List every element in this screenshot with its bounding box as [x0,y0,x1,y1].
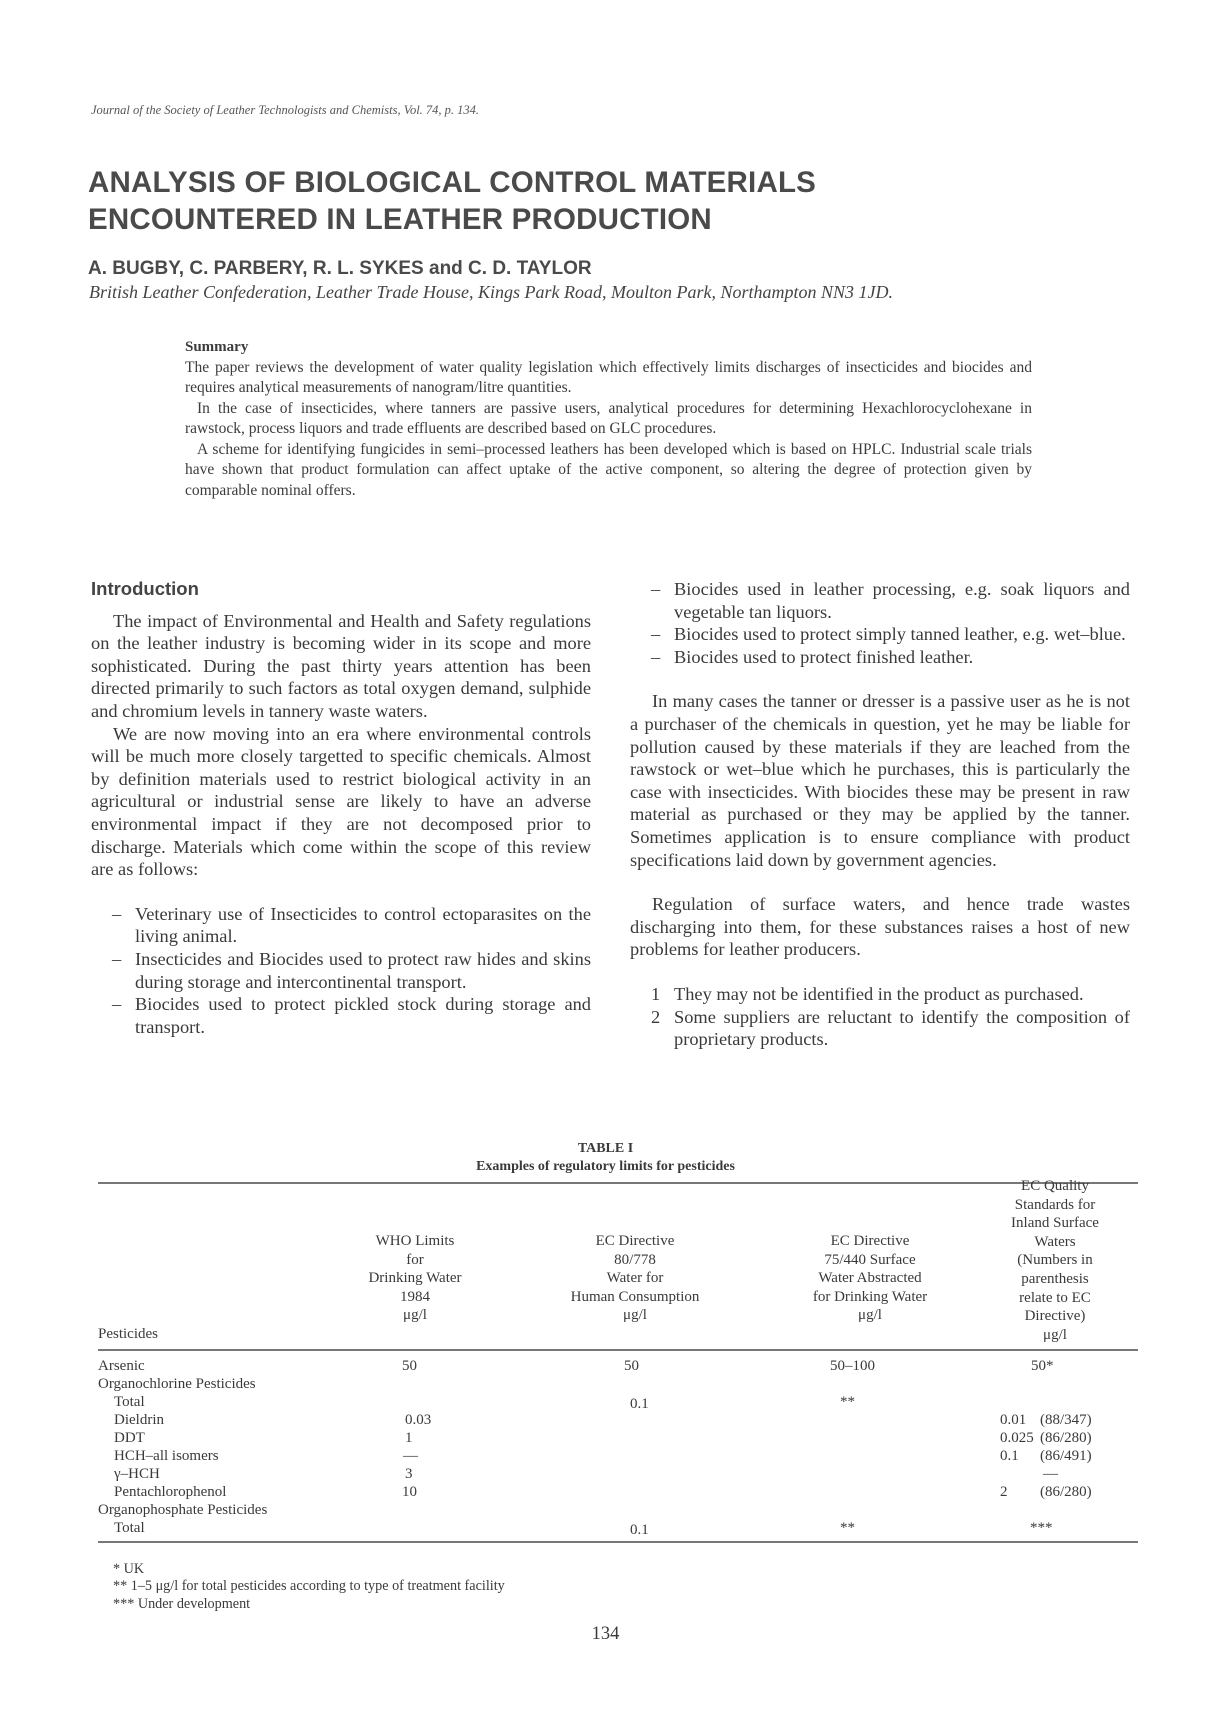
header-line: Standards for [1014,1196,1096,1213]
cell-ec80-op-total: 0.1 [630,1522,649,1538]
header-pesticides: Pesticides [98,1326,158,1342]
header-line: EC Directive [830,1233,910,1249]
scope-list-continued [630,578,1130,668]
cell-ecq-dieldrin-ref: (88/347) [1040,1412,1092,1428]
summary-section [185,337,1032,501]
row-label-oc-total: Total [114,1394,145,1410]
cell-who-ddt: 1 [405,1430,413,1446]
dash-marker: – [112,903,122,924]
cell-ecq-op-total: *** [1030,1520,1053,1536]
header-line: (Numbers in [1017,1252,1093,1269]
summary-paragraph: The paper reviews the development of water quality legislation which effectively limits discharges of insecticides and biocides and requires analytical measurements of nanogram/litre quantities. [185,358,1032,396]
footnote: * UK [113,1561,145,1577]
cell-ecq-hch-all-ref: (86/491) [1040,1448,1092,1464]
header-ec-quality-standards [990,1177,1120,1344]
cell-who-pcp: 10 [402,1484,417,1500]
cell-ecq-gamma-hch-ref: — [1043,1466,1058,1482]
row-label-organochlorine: Organochlorine Pesticides [98,1376,256,1392]
article-title [88,164,1138,238]
table-bottom-rule [98,1541,1138,1543]
list-item [630,983,1130,1006]
journal-citation: Journal of the Society of Leather Technologists and Chemists, Vol. 74, p. 134. [91,103,480,117]
list-item-text: Biocides used in leather processing, e.g. soak liquors and vegetable tan liquors. [674,579,1130,622]
cell-ecq-pcp-value: 2 [1000,1484,1008,1500]
list-item [91,903,591,948]
header-line: μg/l [623,1307,647,1324]
row-label-op-total: Total [114,1520,145,1536]
cell-who-arsenic: 50 [402,1358,417,1374]
title-line-1: ANALYSIS OF BIOLOGICAL CONTROL MATERIALS [88,166,817,199]
cell-who-dieldrin: 0.03 [405,1412,432,1428]
title-line-2: ENCOUNTERED IN LEATHER PRODUCTION [88,203,712,236]
scope-list [91,903,591,1039]
summary-paragraph: A scheme for identifying fungicides in semi–processed leathers has been developed which is based on HPLC. Industrial scale trials have shown that product formulation can affect uptake of the active component, so altering the degree of protection given by comparable nominal offers. [185,440,1032,499]
header-line: 1984 [400,1288,430,1305]
row-label-arsenic: Arsenic [98,1358,145,1374]
body-paragraph: The impact of Environmental and Health and Safety regulations on the leather industry is becoming wider in its scope and more sophisticated. During the past thirty years attention has been directed primarily to such factors as total oxygen demand, sulphide and chromium levels in tannery waste waters. [91,610,591,721]
row-label-dieldrin: Dieldrin [114,1412,164,1428]
cell-ec80-arsenic: 50 [624,1358,639,1374]
header-line: Waters [1034,1233,1076,1250]
list-item-text: Veterinary use of Insecticides to control ectoparasites on the living animal. [135,903,591,947]
header-line: EC Directive [595,1233,675,1249]
header-line: Directive) [1024,1308,1086,1325]
header-line: μg/l [1043,1326,1067,1343]
introduction-heading: Introduction [91,578,199,599]
cell-ecq-dieldrin-value: 0.01 [1000,1412,1027,1428]
dash-marker: – [651,624,661,645]
header-line: WHO Limits [375,1233,455,1249]
header-ec-75-440 [780,1232,960,1325]
left-column [91,578,591,1038]
page-number: 134 [591,1624,620,1644]
summary-paragraph: In the case of insecticides, where tanners are passive users, analytical procedures for determining Hexachlorocyclohexane in rawstock, process liquors and trade effluents are described based on GLC procedures. [185,399,1032,437]
cell-ec75-arsenic: 50–100 [830,1358,875,1374]
table-top-rule [98,1182,1138,1184]
table-footnotes [113,1561,505,1613]
header-line: relate to EC [1019,1289,1091,1306]
header-line: Water for [606,1270,664,1287]
list-item-text: Biocides used to protect finished leather. [674,646,974,667]
footnote: *** Under development [113,1595,251,1612]
header-line: 80/778 [614,1251,656,1268]
list-item-text: Insecticides and Biocides used to protect raw hides and skins during storage and intercontinental transport. [135,948,591,992]
cell-ec75-oc-total: ** [840,1394,855,1410]
row-label-hch-all: HCH–all isomers [114,1448,219,1464]
problems-list [630,983,1130,1051]
header-line: for [406,1251,424,1268]
dash-marker: – [112,948,122,969]
list-item [91,993,591,1038]
table-caption: Examples of regulatory limits for pesticides [476,1159,735,1174]
header-line: Human Consumption [570,1288,700,1305]
body-paragraph: Regulation of surface waters, and hence trade wastes discharging into them, for these substances raises a host of new problems for leather producers. [630,894,1130,960]
number-marker: 1 [651,983,661,1004]
header-ec-80-778 [540,1232,730,1325]
cell-ecq-arsenic: 50* [1031,1358,1054,1374]
header-line: Water Abstracted [818,1270,922,1287]
cell-ecq-pcp-ref: (86/280) [1040,1484,1092,1500]
header-who-limits [330,1232,500,1325]
header-line: Inland Surface [1011,1215,1099,1232]
list-item-text: They may not be identified in the product as purchased. [674,983,1084,1004]
header-line: Drinking Water [368,1270,462,1287]
table-header-rule [98,1349,1138,1351]
affiliation: British Leather Confederation, Leather Trade House, Kings Park Road, Moulton Park, Northampton NN3 1JD. [89,282,893,302]
body-paragraph: We are now moving into an era where environmental controls will be much more closely targetted to specific chemicals. Almost by definition materials used to restrict biological activity in an agricultural or industrial sense are likely to have an adverse environmental impact if they are not decomposed prior to discharge. Materials which come within the scope of this review are as follows: [91,723,591,880]
cell-who-hch-all: — [403,1448,418,1464]
number-marker: 2 [651,1006,661,1027]
row-label-ddt: DDT [114,1430,145,1446]
authors: A. BUGBY, C. PARBERY, R. L. SYKES and C. D. TAYLOR [88,258,592,279]
list-item-text: Biocides used to protect simply tanned leather, e.g. wet–blue. [674,624,1126,645]
header-line: parenthesis [1021,1270,1089,1287]
cell-ec75-op-total: ** [840,1520,855,1536]
row-label-pcp: Pentachlorophenol [114,1484,227,1500]
header-line: μg/l [858,1307,882,1324]
list-item [630,646,1130,669]
body-paragraph: In many cases the tanner or dresser is a passive user as he is not a purchaser of the chemicals in question, yet he may be liable for pollution caused by these materials if they are leached from the rawstock or wet–blue which he purchases, this is particularly the case with insecticides. With biocides these may be present in raw material as purchased or they may be applied by the tanner. Sometimes application is to ensure compliance with product specifications laid down by government agencies. [630,691,1130,870]
header-line: EC Quality [1021,1178,1089,1194]
footnote: ** 1–5 μg/l for total pesticides according to type of treatment facility [113,1578,505,1595]
table-number: TABLE I [577,1141,634,1156]
row-label-organophosphate: Organophosphate Pesticides [98,1502,268,1518]
list-item-text: Some suppliers are reluctant to identify the composition of proprietary products. [674,1006,1130,1050]
header-line: μg/l [403,1307,427,1324]
dash-marker: – [651,579,661,599]
list-item [91,948,591,993]
cell-ec80-oc-total: 0.1 [630,1396,649,1412]
cell-ecq-hch-all-value: 0.1 [1000,1448,1019,1464]
list-item [630,623,1130,646]
list-item [630,578,1130,623]
dash-marker: – [651,646,661,667]
right-column [630,578,1130,1051]
header-line: 75/440 Surface [824,1251,916,1268]
list-item [630,1006,1130,1051]
summary-heading: Summary [185,339,249,355]
list-item-text: Biocides used to protect pickled stock during storage and transport. [135,994,591,1037]
row-label-gamma-hch: γ–HCH [114,1466,160,1482]
cell-who-gamma-hch: 3 [405,1466,413,1482]
cell-ecq-ddt-value: 0.025 [1000,1430,1034,1446]
header-line: for Drinking Water [812,1288,928,1305]
cell-ecq-ddt-ref: (86/280) [1040,1430,1092,1446]
dash-marker: – [112,994,122,1015]
